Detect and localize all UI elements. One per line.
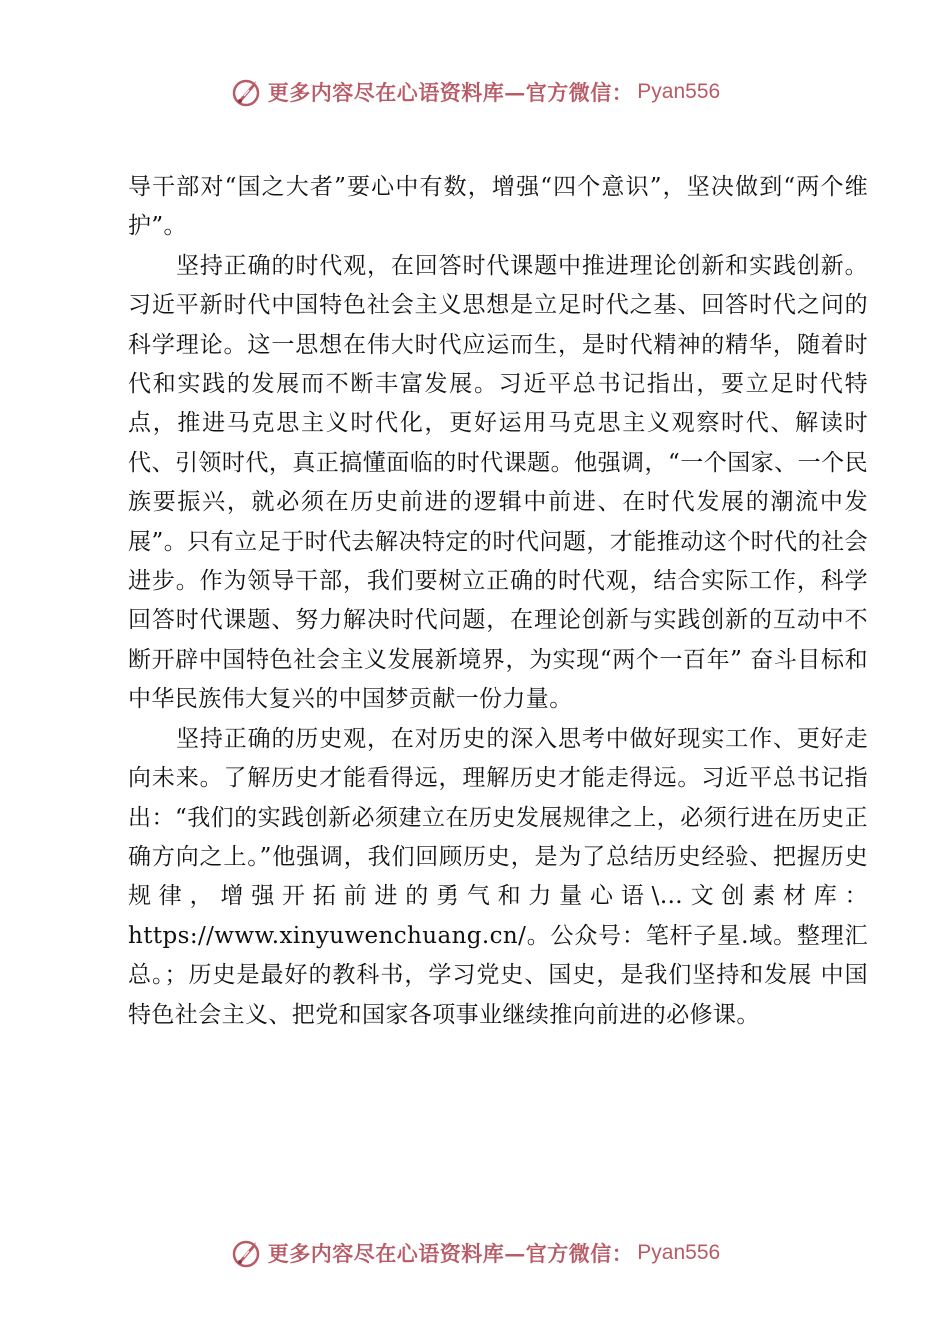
document-body <box>128 168 868 1035</box>
header-brand-text: 更多内容尽在心语资料库—官方微信： <box>267 80 634 105</box>
footer-brand-text: 更多内容尽在心语资料库—官方微信： <box>267 1241 634 1266</box>
footer-wechat-id: Pyan556 <box>637 1241 721 1264</box>
quill-pen-seal-icon <box>230 1237 262 1269</box>
paragraph-3: 坚持正确的历史观，在对历史的深入思考中做好现实工作、更好走向未来。了解历史才能看得远，理解历史才能走得远。习近平总书记指出：“我们的实践创新必须建立在历史发展规律之上，必须行进在历史正确方向之上。”他强调，我们回顾历史，是为了总结历史经验、把握历史规律，增强开拓前进的勇气和力量心语\…文创素材库：https://www.xinyuwenchuang.cn/。公众号：笔杆子星.域。整理汇总。；历史是最好的教科书，学习党史、国史，是我们坚持和发展 中国特色社会主义、把党和国家各项事业继续推向前进的必修课。 <box>128 725 868 1028</box>
paragraph-1: 导干部对“国之大者”要心中有数，增强“四个意识”，坚决做到“两个维护”。 <box>128 174 868 240</box>
quill-pen-seal-icon <box>230 76 262 108</box>
paragraph-2: 坚持正确的时代观，在回答时代课题中推进理论创新和实践创新。习近平新时代中国特色社会主义思想是立足时代之基、回答时代之问的科学理论。这一思想在伟大时代应运而生，是时代精神的精华，随着时代和实践的发展而不断丰富发展。习近平总书记指出，要立足时代特点，推进马克思主义时代化，更好运用马克思主义观察时代、解读时代、引领时代，真正搞懂面临的时代课题。他强调，“一个国家、一个民族要振兴，就必须在历史前进的逻辑中前进、在时代发展的潮流中发展”。只有立足于时代去解决特定的时代问题，才能推动这个时代的社会进步。作为领导干部，我们要树立正确的时代观，结合实际工作，科学回答时代课题、努力解决时代问题，在理论创新与实践创新的互动中不断开辟中国特色社会主义发展新境界，为实现“两个一百年” 奋斗目标和中华民族伟大复兴的中国梦贡献一份力量。 <box>128 252 868 713</box>
header-banner <box>0 72 950 112</box>
header-wechat-id: Pyan556 <box>637 80 721 103</box>
footer-banner <box>0 1233 950 1273</box>
